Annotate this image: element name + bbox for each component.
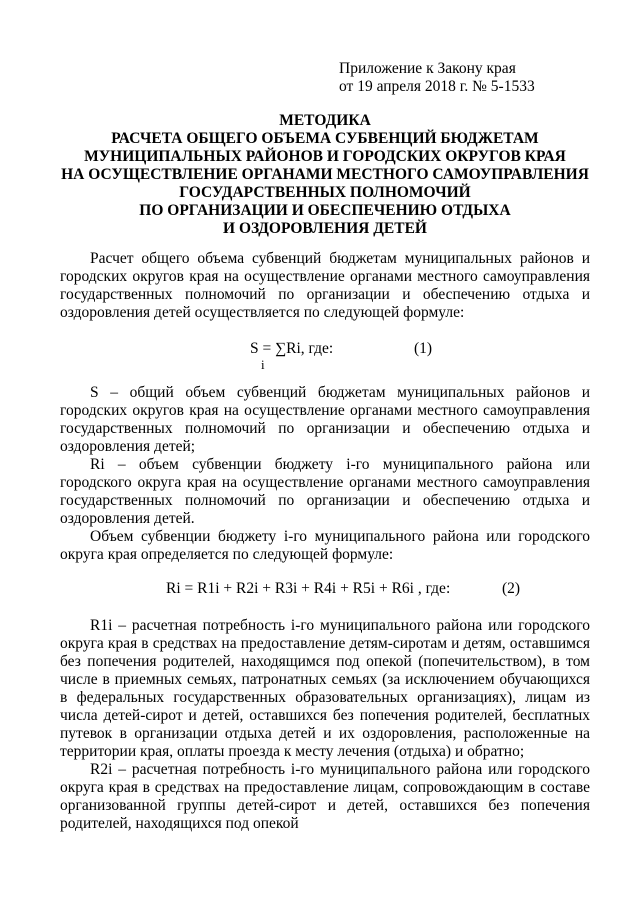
title-line: ПО ОРГАНИЗАЦИИ И ОБЕСПЕЧЕНИЮ ОТДЫХА <box>139 202 511 219</box>
intro-section <box>60 250 590 322</box>
definition-S: S – общий объем субвенций бюджетам муниципальных районов и городских округов края на осуществление органами местного самоуправления государственных полномочий по организации и обеспечению отдыха и оздоровления детей; <box>60 384 590 455</box>
title-line: ГОСУДАРСТВЕННЫХ ПОЛНОМОЧИЙ <box>179 184 471 201</box>
appendix-line-1: Приложение к Закону края <box>339 60 516 77</box>
appendix-line-2: от 19 апреля 2018 г. № 5-1533 <box>339 78 535 95</box>
formula-1: S = ∑Ri, где: <box>250 340 334 357</box>
formula-2-number: (2) <box>502 580 521 597</box>
formula-1-number: (1) <box>414 340 433 357</box>
definition-R2i: R2i – расчетная потребность i-го муниципального района или городского округа края в средствах на предоставление лицам, сопровождающим в составе организованной группы детей-сирот и детей, оставшихся без попечения родителей, находящихся под опекой <box>60 761 590 832</box>
appendix-note <box>339 60 535 96</box>
title-line: РАСЧЕТА ОБЩЕГО ОБЪЕМА СУБВЕНЦИЙ БЮДЖЕТАМ <box>111 130 539 147</box>
intro-paragraph-2: Объем субвенции бюджету i-го муниципального района или городского округа края определяется по следующей формуле: <box>60 528 590 563</box>
definitions-section <box>60 384 590 564</box>
definitions-section-2 <box>60 617 590 833</box>
title-line: МУНИЦИПАЛЬНЫХ РАЙОНОВ И ГОРОДСКИХ ОКРУГОВ КРАЯ <box>84 148 566 165</box>
title-line: И ОЗДОРОВЛЕНИЯ ДЕТЕЙ <box>223 220 427 237</box>
intro-paragraph: Расчет общего объема субвенций бюджетам муниципальных районов и городских округов края на осуществление органами местного самоуправления государственных полномочий по организации и обеспечению отдыха и оздоровления детей осуществляется по следующей формуле: <box>60 250 590 321</box>
title-line: НА ОСУЩЕСТВЛЕНИЕ ОРГАНАМИ МЕСТНОГО САМОУПРАВЛЕНИЯ <box>61 166 589 183</box>
formula-1-subscript: i <box>261 357 265 372</box>
formula-2: Ri = R1i + R2i + R3i + R4i + R5i + R6i , где: <box>166 580 451 597</box>
document-title <box>60 112 590 238</box>
definition-R1i: R1i – расчетная потребность i-го муниципального района или городского округа края в средствах на предоставление детям-сиротам и детям, оставшимся без попечения родителей, находящимся под опекой (попечительством), в том числе в приемных семьях, патронатных семьях (за исключением обучающихся в федеральных государственных образовательных организациях), лицам из числа детей-сирот и детей, оставшихся без попечения родителей, бесплатных путевок в организации отдыха детей и их оздоровления, расположенные на территории края, оплаты проезда к месту лечения (отдыха) и обратно; <box>60 617 590 760</box>
title-line: МЕТОДИКА <box>279 112 371 129</box>
definition-Ri: Ri – объем субвенции бюджету i-го муниципального района или городского округа края на осуществление органами местного самоуправления государственных полномочий по организации и обеспечению отдыха и оздоровления детей. <box>60 456 590 527</box>
